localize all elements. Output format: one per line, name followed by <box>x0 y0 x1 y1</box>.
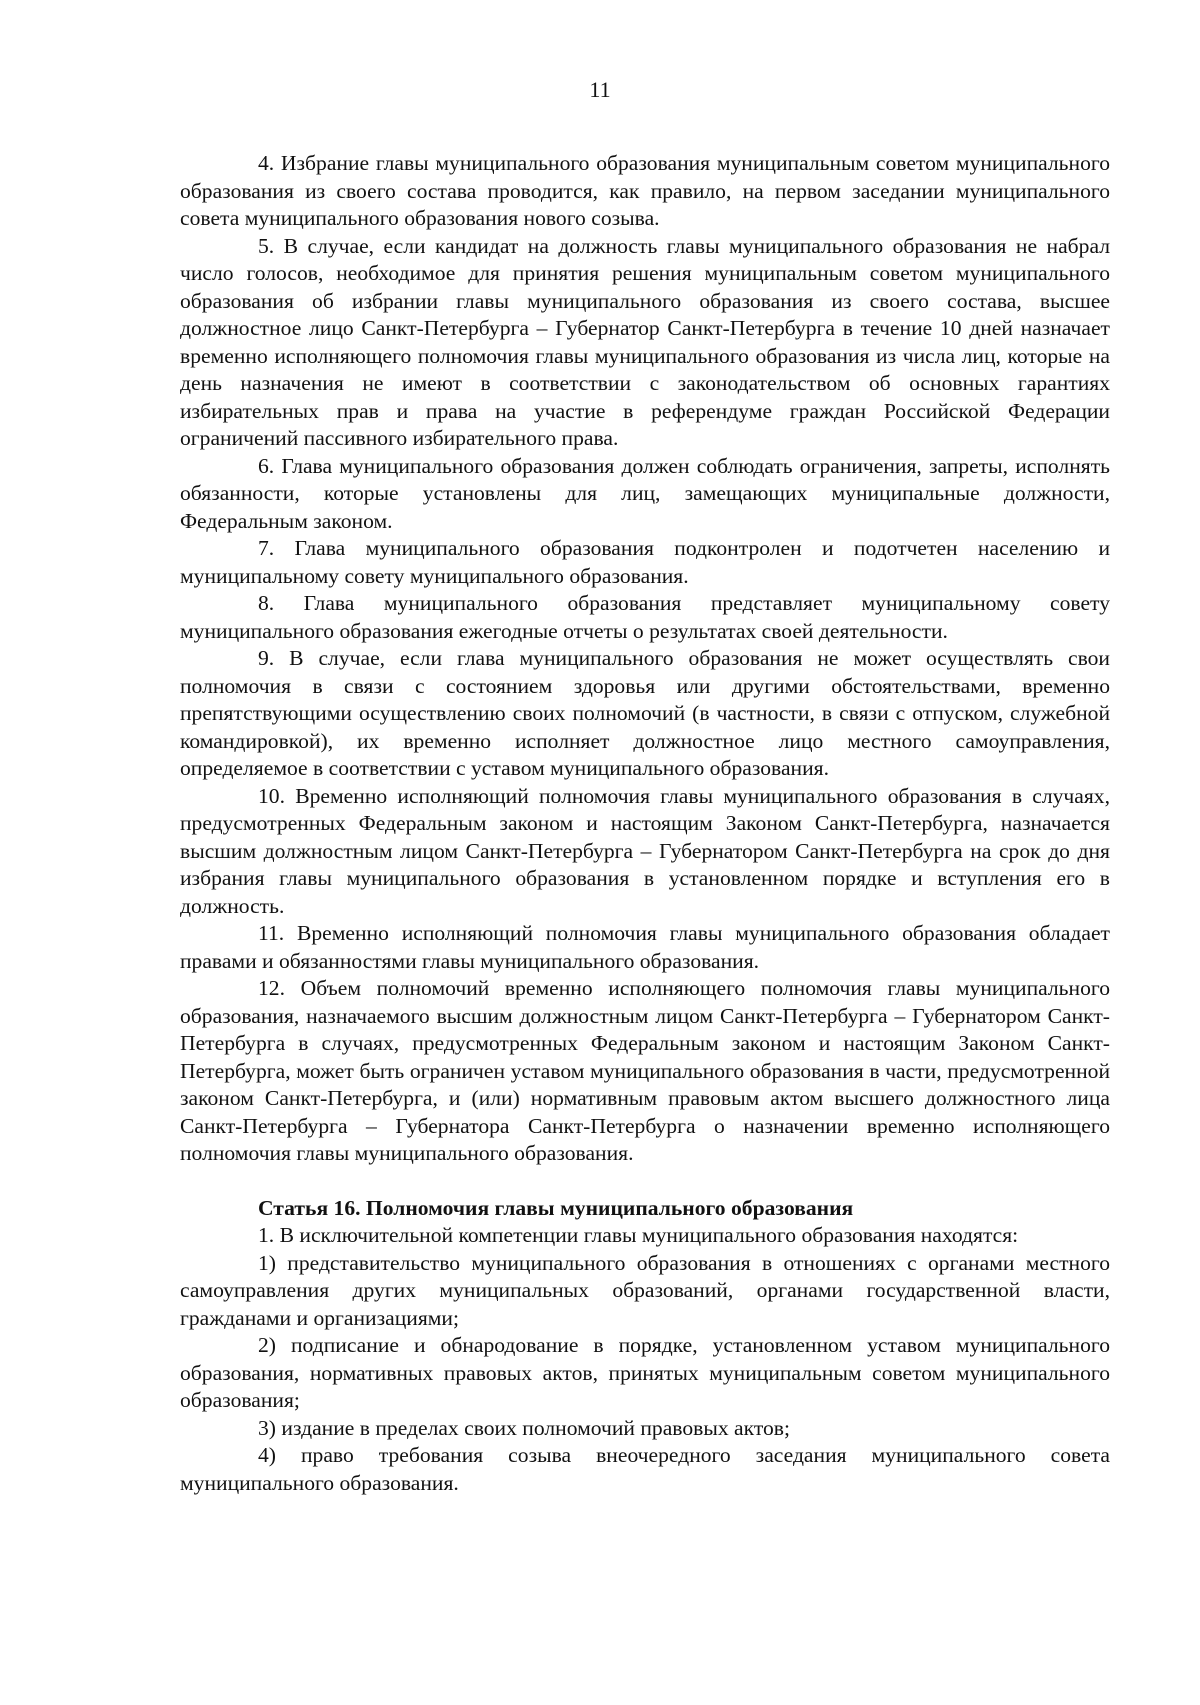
paragraph-6: 6. Глава муниципального образования должен соблюдать ограничения, запреты, исполнять обязанности, которые установлены для лиц, замещающих муниципальные должности, Федеральным законом. <box>180 453 1110 533</box>
article-16-paragraph-1: 1. В исключительной компетенции главы муниципального образования находятся: <box>258 1223 1019 1247</box>
article-16-item-4: 4) право требования созыва внеочередного заседания муниципального совета муниципального образования. <box>180 1443 1110 1495</box>
article-16-item-3: 3) издание в пределах своих полномочий правовых актов; <box>258 1415 790 1440</box>
paragraph-8: 8. Глава муниципального образования представляет муниципальному совету муниципального образования ежегодные отчеты о результатах своей деятельности. <box>180 591 1110 643</box>
page-number: 11 <box>589 77 611 102</box>
article-16-heading: Статья 16. Полномочия главы муниципального образования <box>258 1195 854 1220</box>
article-16-item-2: 2) подписание и обнародование в порядке, установленном уставом муниципального образования, нормативных правовых актов, принятых муниципальным советом муниципального образования; <box>180 1333 1110 1412</box>
paragraph-5: 5. В случае, если кандидат на должность главы муниципального образования не набрал число голосов, необходимое для принятия решения муниципальным советом муниципального образования об избрании главы муниципального образования из своего состава, высшее должностное лицо Санкт-Петербурга – Губернатор Санкт-Петербурга в течение 10 дней назначает временно исполняющего полномочия главы муниципального образования из числа лиц, которые на день назначения не имеют в соответствии с законодательством об основных гарантиях избирательных прав и права на участие в референдуме граждан Российской Федерации ограничений пассивного избирательного права. <box>180 233 1110 450</box>
document-body <box>180 150 1110 1497</box>
article-16-item-1: 1) представительство муниципального образования в отношениях с органами местного самоуправления других муниципальных образований, органами государственной власти, гражданами и организациями; <box>180 1250 1110 1330</box>
paragraph-11: 11. Временно исполняющий полномочия главы муниципального образования обладает правами и обязанностями главы муниципального образования. <box>180 921 1110 973</box>
paragraph-10: 10. Временно исполняющий полномочия главы муниципального образования в случаях, предусмотренных Федеральным законом и настоящим Законом Санкт-Петербурга, назначается высшим должностным лицом Санкт-Петербурга – Губернатором Санкт-Петербурга на срок до дня избрания главы муниципального образования в установленном порядке и вступления его в должность. <box>180 783 1110 918</box>
paragraph-9: 9. В случае, если глава муниципального образования не может осуществлять свои полномочия в связи с состоянием здоровья или другими обстоятельствами, временно препятствующими осуществлению своих полномочий (в частности, в связи с отпуском, служебной командировкой), их временно исполняет должностное лицо местного самоуправления, определяемое в соответствии с уставом муниципального образования. <box>180 646 1110 780</box>
paragraph-7: 7. Глава муниципального образования подконтролен и подотчетен населению и муниципальному совету муниципального образования. <box>180 536 1110 588</box>
paragraph-4: 4. Избрание главы муниципального образования муниципальным советом муниципального образования из своего состава проводится, как правило, на первом заседании муниципального совета муниципального образования нового созыва. <box>180 151 1110 230</box>
paragraph-12: 12. Объем полномочий временно исполняющего полномочия главы муниципального образования, назначаемого высшим должностным лицом Санкт-Петербурга – Губернатором Санкт-Петербурга в случаях, предусмотренных Федеральным законом и настоящим Законом Санкт-Петербурга, может быть ограничен уставом муниципального образования в части, предусмотренной законом Санкт-Петербурга, и (или) нормативным правовым актом высшего должностного лица Санкт-Петербурга – Губернатора Санкт-Петербурга о назначении временно исполняющего полномочия главы муниципального образования. <box>180 976 1110 1165</box>
